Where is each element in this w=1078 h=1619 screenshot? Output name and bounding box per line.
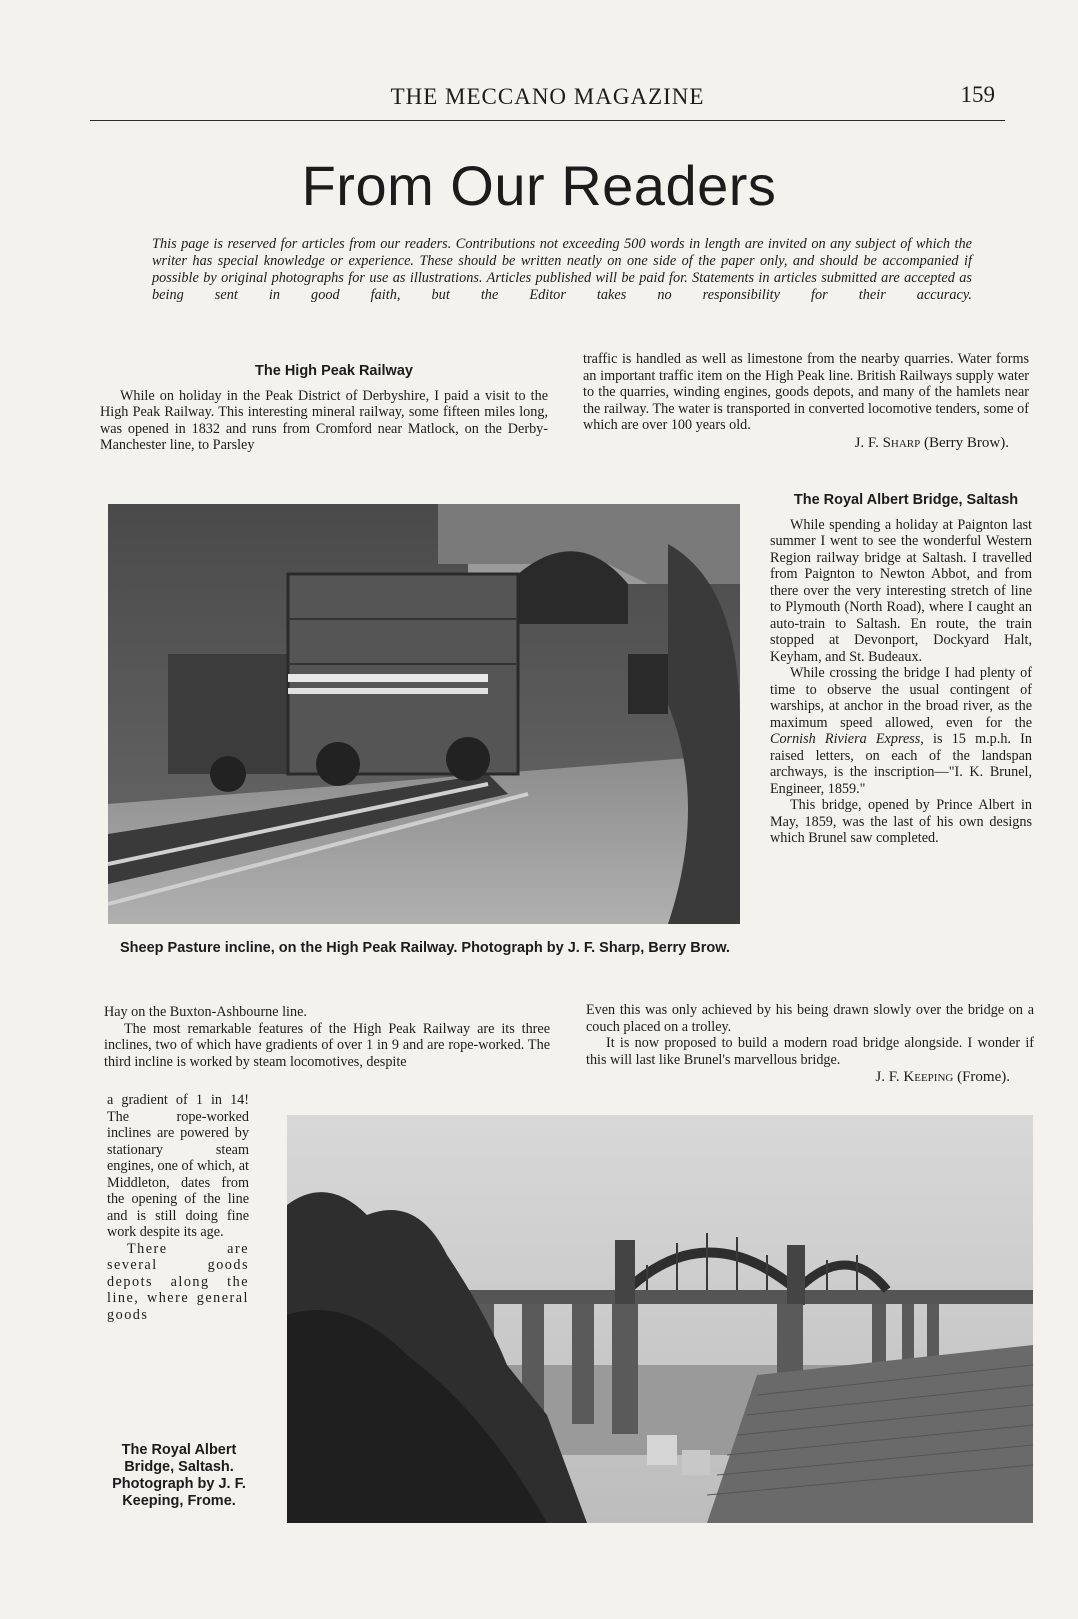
railway-incline-image: [108, 504, 740, 924]
article1-para2a: The most remarkable features of the High Peak Railway are its three inclines, two of which have gradients of over 1 in 9 and are rope-worked. The third incline is worked by steam locomotives, despite: [104, 1020, 550, 1070]
article1-para2b: a gradient of 1 in 14! The rope-worked inclines are powered by stationary steam engines, one of which, at Middleton, dates from the opening of the line and is still doing fine work despite its age.: [107, 1092, 249, 1240]
article1-narrow: [107, 1092, 249, 1323]
article1-top: [100, 363, 548, 454]
article1-middle: [104, 1004, 550, 1070]
article1-sig-name: J. F. Sharp: [854, 434, 921, 451]
article1-para1-cont: Hay on the Buxton-Ashbourne line.: [104, 1004, 307, 1020]
article2-end: [586, 1002, 1034, 1086]
article2-sig-place: (Frome).: [957, 1069, 1010, 1085]
article2-para2: [770, 665, 1032, 797]
article1-para3b: traffic is handled as well as limestone from the nearby quarries. Water forms an important traffic item on the High Peak line. British Railways supply water to the quarries, winding engines, goods depots, and many of the hamlets near the railway. The water is transported in converted locomotive tenders, some of which are over 100 years old.: [583, 351, 1029, 433]
article2-para4: It is now proposed to build a modern road bridge alongside. I wonder if this will last like Brunel's marvellous bridge.: [586, 1035, 1034, 1068]
article1-signature: [583, 434, 1029, 452]
article2-heading: The Royal Albert Bridge, Saltash: [793, 492, 1019, 508]
page-title: From Our Readers: [301, 154, 777, 217]
article1-sig-place: (Berry Brow).: [924, 434, 1009, 451]
page-number: 159: [960, 82, 995, 107]
article2-para1: While spending a holiday at Paignton last summer I went to see the wonderful Western Region railway bridge at Saltash. I travelled from Paignton to Newton Abbot, and from there over the very interesting stretch of line to Plymouth (North Road), where I caught an auto-train to Saltash. En route, the train stopped at Devonport, Dockyard Halt, Keyham, and St. Budeaux.: [770, 516, 1032, 665]
article1-para1: While on holiday in the Peak District of Derbyshire, I paid a visit to the High Peak Railway. This interesting mineral railway, some fifteen miles long, was opened in 1832 and runs from Cromford near Matlock, on the Derby-Manchester line, to Parsley: [100, 387, 548, 453]
article2-para3a: This bridge, opened by Prince Albert in May, 1859, was the last of his own designs which Brunel saw completed.: [770, 797, 1032, 846]
article2-para3b: Even this was only achieved by his being drawn slowly over the bridge on a couch placed on a trolley.: [586, 1002, 1034, 1035]
article1-heading: The High Peak Railway: [255, 363, 413, 379]
article1-continuation: [583, 351, 1029, 452]
article1-para3a: There are several goods depots along the line, where general goods: [107, 1240, 249, 1323]
article2-para2-post: is 15 m.p.h. In raised letters, on each of the landspan archways, is the inscription—"I. K. Brunel, Engineer, 1859.": [770, 731, 1032, 797]
bridge-image: [287, 1115, 1033, 1523]
article2-sig-name: J. F. Keeping: [875, 1069, 954, 1085]
photo-royal-albert-bridge: [287, 1115, 1033, 1523]
running-header: [90, 80, 1005, 121]
article2-para2-pre: While crossing the bridge I had plenty of time to observe the usual contingent of warships, at anchor in the broad river, as the maximum speed allowed, even for the: [770, 665, 1032, 731]
photo2-caption: The Royal Albert Bridge, Saltash. Photograph by J. F. Keeping, Frome.: [112, 1442, 246, 1509]
article2-train-name: Cornish Riviera Express,: [770, 731, 924, 747]
intro-paragraph: This page is reserved for articles from our readers. Contributions not exceeding 500 words in length are invited on any subject of which the writer has special knowledge or experience. These should be written neatly on one side of the paper only, and should be accompanied if possible by original photographs for use as illustrations. Articles published will be paid for. Statements in articles submitted are accepted as being sent in good faith, but the Editor takes no responsibility for their accuracy.: [152, 236, 972, 303]
magazine-name: THE MECCANO MAGAZINE: [390, 84, 705, 109]
article2-body: [770, 492, 1032, 847]
photo-sheep-pasture-incline: [108, 504, 740, 924]
article2-signature: [586, 1068, 1034, 1086]
photo1-caption: Sheep Pasture incline, on the High Peak Railway. Photograph by J. F. Sharp, Berry Brow.: [120, 940, 730, 956]
